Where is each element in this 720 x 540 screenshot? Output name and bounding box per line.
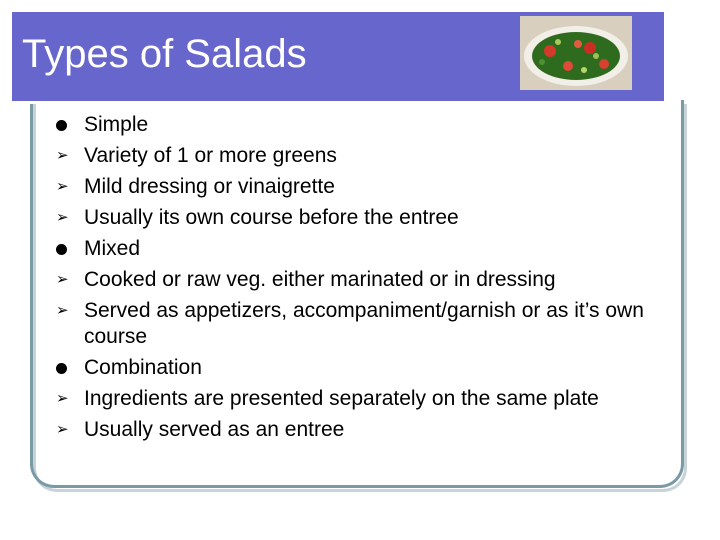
bullet-item (50, 174, 650, 200)
bullet-text: Mild dressing or vinaigrette (84, 175, 335, 198)
dot-bullet-icon (56, 355, 76, 381)
arrow-shape: ➢ (56, 390, 69, 407)
dot-bullet-icon (56, 236, 76, 262)
bullet-item (50, 205, 650, 231)
bullet-text: Mixed (84, 237, 141, 260)
arrow-shape: ➢ (56, 302, 69, 319)
arrow-bullet-icon (56, 174, 76, 200)
dot-shape (56, 363, 67, 374)
bullet-text: Combination (84, 356, 202, 379)
slide-title: Types of Salads (22, 32, 307, 76)
arrow-bullet-icon (56, 386, 76, 412)
bullet-text: Ingredients are presented separately on the same plate (84, 387, 599, 410)
bullet-item (50, 386, 650, 412)
arrow-bullet-icon (56, 205, 76, 231)
arrow-bullet-icon (56, 298, 76, 324)
bullet-text: Usually its own course before the entree (84, 206, 459, 229)
dot-bullet-icon (56, 112, 76, 138)
bullet-item (50, 112, 650, 138)
bullet-item (50, 355, 650, 381)
arrow-shape: ➢ (56, 271, 69, 288)
dot-shape (56, 244, 67, 255)
arrow-shape: ➢ (56, 178, 69, 195)
bullet-text: Served as appetizers, accompaniment/garnish or as it’s own course (84, 299, 644, 348)
bullet-list (50, 110, 650, 443)
arrow-bullet-icon (56, 417, 76, 443)
arrow-shape: ➢ (56, 421, 69, 438)
salad-photo (520, 16, 632, 90)
dot-shape (56, 120, 67, 131)
bullet-item (50, 236, 650, 262)
bullet-item (50, 298, 650, 350)
bullet-item (50, 267, 650, 293)
arrow-bullet-icon (56, 143, 76, 169)
title-underline (12, 101, 664, 104)
bullet-item (50, 417, 650, 443)
bullet-text: Cooked or raw veg. either marinated or in dressing (84, 268, 556, 291)
bullet-text: Simple (84, 113, 149, 136)
arrow-shape: ➢ (56, 147, 69, 164)
arrow-bullet-icon (56, 267, 76, 293)
bullet-item (50, 143, 650, 169)
arrow-shape: ➢ (56, 209, 69, 226)
bullet-text: Usually served as an entree (84, 418, 345, 441)
bullet-text: Variety of 1 or more greens (84, 144, 337, 167)
